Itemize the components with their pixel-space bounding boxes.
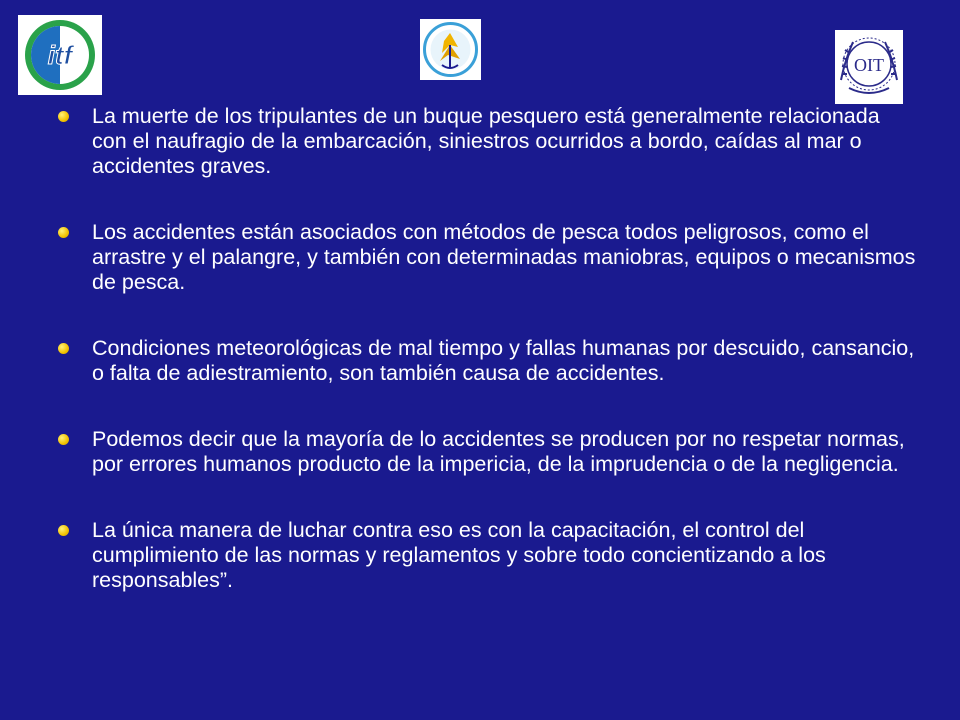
bullet-item: [58, 336, 918, 386]
bullet-list: [58, 104, 918, 634]
itf-logo-text: itf: [47, 40, 73, 70]
oit-logo-text: OIT: [854, 55, 884, 75]
bullet-icon: [58, 227, 69, 238]
bullet-icon: [58, 343, 69, 354]
bullet-icon: [58, 434, 69, 445]
oit-logo: [835, 30, 903, 104]
bullet-text: Los accidentes están asociados con métodos de pesca todos peligrosos, como el arrastre y el palangre, y también con determinadas maniobras, equipos o mecanismos de pesca.: [92, 220, 916, 294]
bullet-icon: [58, 525, 69, 536]
bullet-text: Podemos decir que la mayoría de lo accidentes se producen por no respetar normas, por errores humanos producto de la impericia, de la imprudencia o de la negligencia.: [92, 427, 905, 476]
bullet-text: Condiciones meteorológicas de mal tiempo y fallas humanas por descuido, cansancio, o falta de adiestramiento, son también causa de accidentes.: [92, 336, 915, 385]
bullet-text: La muerte de los tripulantes de un buque pesquero está generalmente relacionada con el naufragio de la embarcación, siniestros ocurridos a bordo, caídas al mar o accidentes graves.: [92, 104, 880, 178]
bullet-item: [58, 518, 918, 593]
bullet-text: La única manera de luchar contra eso es con la capacitación, el control del cumplimiento de las normas y reglamentos y sobre todo concientizando a los responsables”.: [92, 518, 826, 592]
bullet-item: [58, 104, 918, 179]
itf-logo: [18, 15, 102, 95]
bullet-icon: [58, 111, 69, 122]
bullet-item: [58, 220, 918, 295]
emblem-logo: [420, 19, 481, 80]
bullet-item: [58, 427, 918, 477]
